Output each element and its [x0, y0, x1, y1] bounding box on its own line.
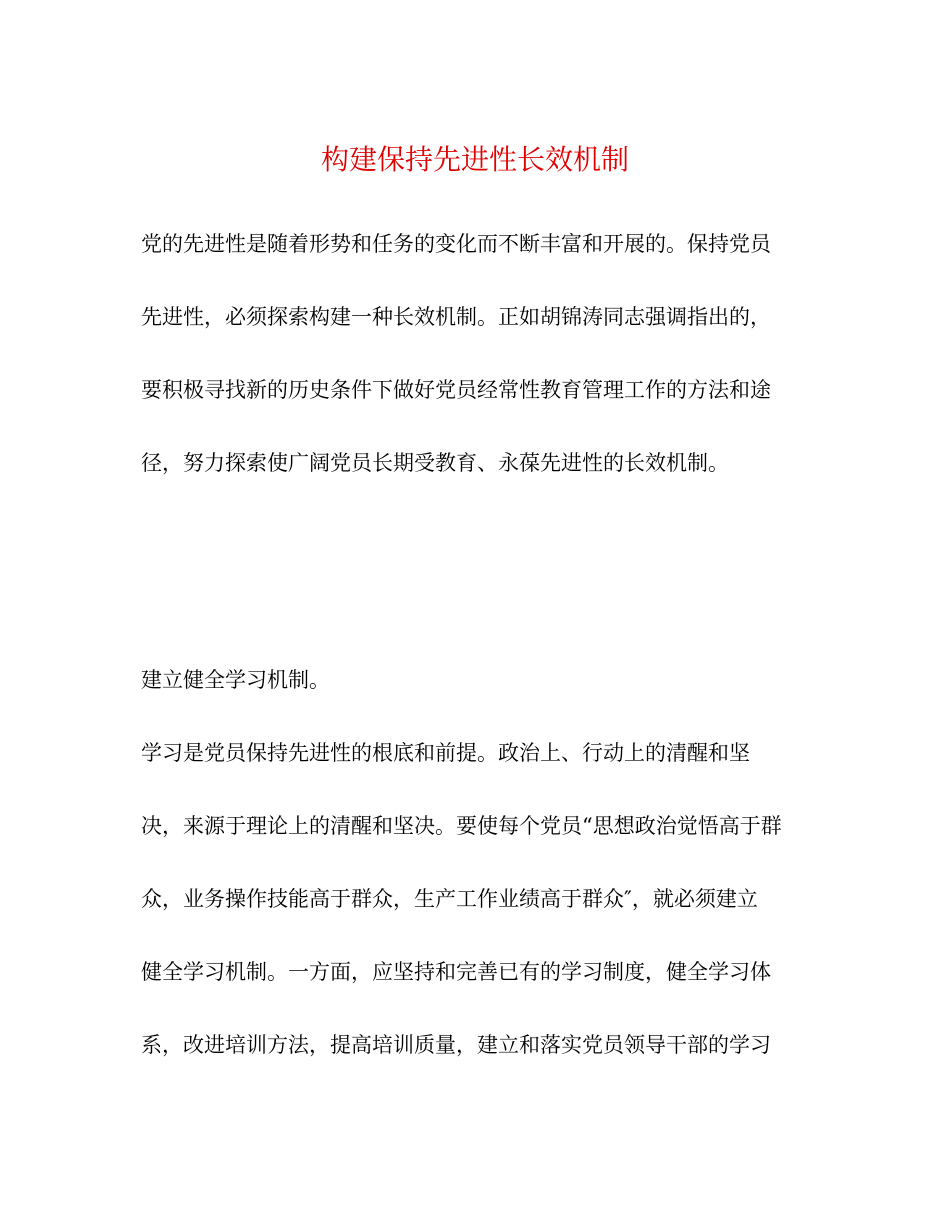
- paragraph-line: 健全学习机制。一方面，应坚持和完善已有的学习制度，健全学习体: [141, 960, 771, 984]
- paragraph-line: 学习是党员保持先进性的根底和前提。政治上、行动上的清醒和坚: [141, 741, 750, 765]
- paragraph-line: 众，业务操作技能高于群众，生产工作业绩高于群众″，就必须建立: [141, 887, 758, 911]
- paragraph-line: 要积极寻找新的历史条件下做好党员经常性教育管理工作的方法和途: [141, 378, 771, 402]
- paragraph-line: 系，改进培训方法，提高培训质量，建立和落实党员领导干部的学习: [141, 1033, 771, 1057]
- document-title: 构建保持先进性长效机制: [320, 143, 629, 176]
- section-heading: 建立健全学习机制。: [141, 668, 330, 692]
- paragraph-line: 决，来源于理论上的清醒和坚决。要使每个党员“思想政治觉悟高于群: [141, 814, 782, 838]
- paragraph-line: 径，努力探索使广阔党员长期受教育、永葆先进性的长效机制。: [141, 451, 729, 475]
- paragraph-line: 先进性，必须探索构建一种长效机制。正如胡锦涛同志强调指出的，: [141, 305, 771, 329]
- paragraph-line: 党的先进性是随着形势和任务的变化而不断丰富和开展的。保持党员: [141, 232, 771, 256]
